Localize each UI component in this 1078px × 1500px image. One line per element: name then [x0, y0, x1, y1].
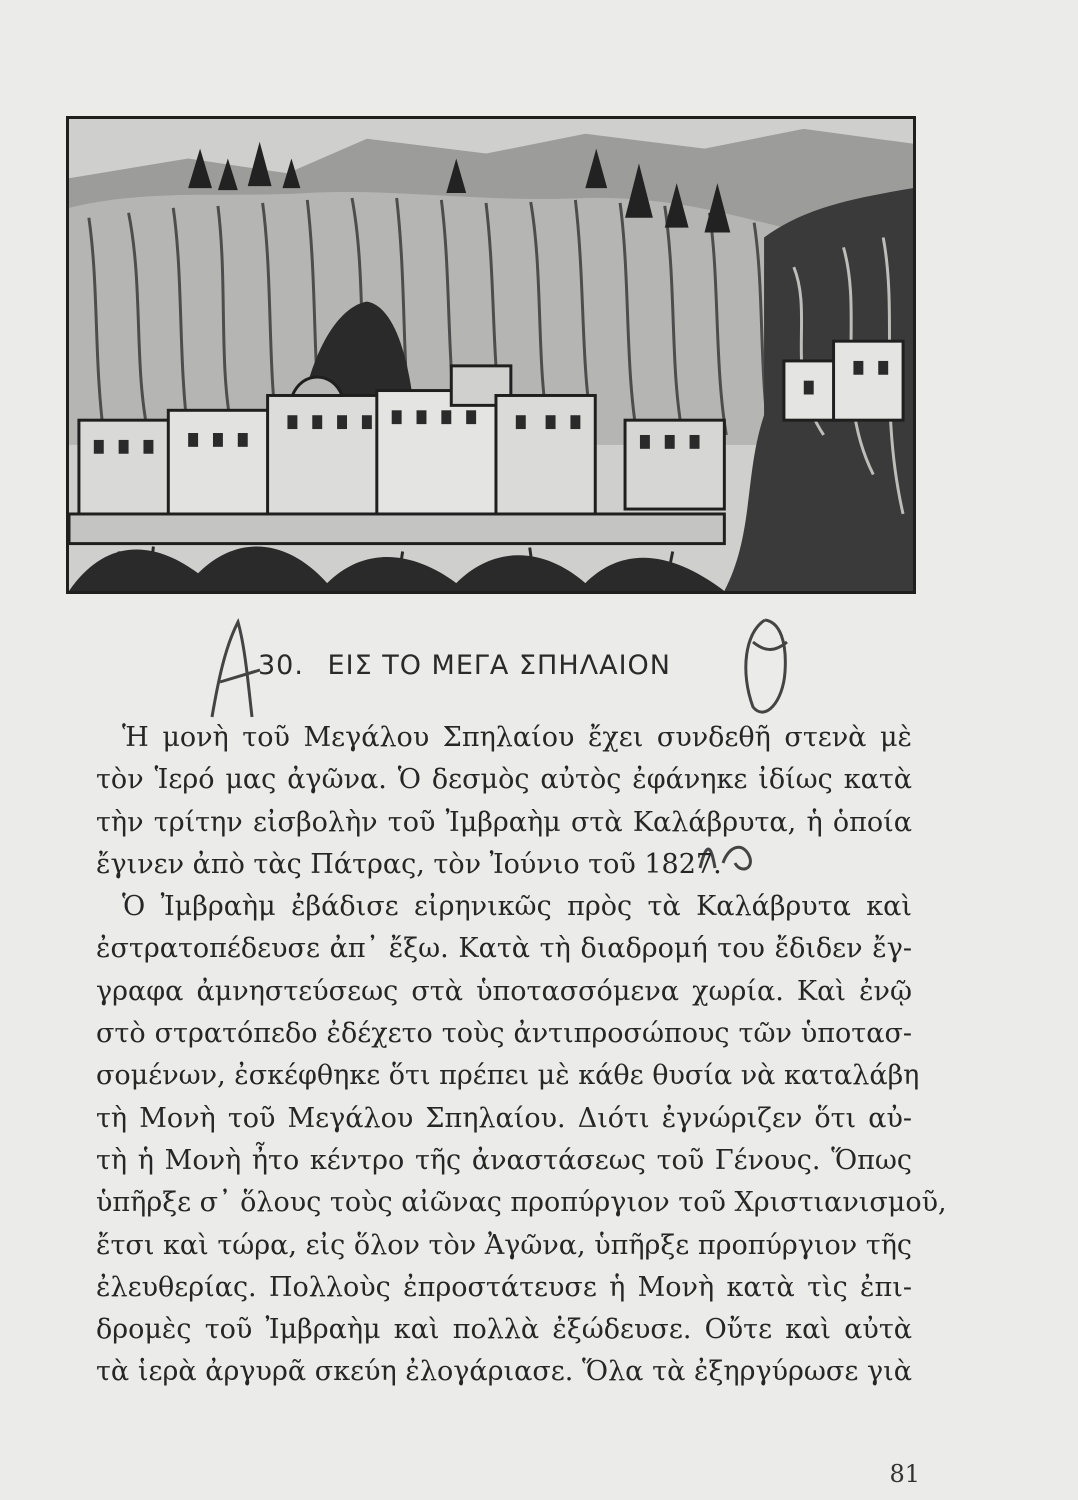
- text-line: ἔτσι καὶ τώρα, εἰς ὅλον τὸν Ἀγῶνα, ὑπῆρξε προπύργιον τῆς: [96, 1229, 912, 1261]
- text-line: ὑπῆρξε σ᾿ ὅλους τοὺς αἰῶνας προπύργιον τοῦ Χριστιανισμοῦ,: [96, 1187, 947, 1219]
- chapter-heading: [258, 650, 671, 681]
- text-line: τὴν τρίτην εἰσβολὴν τοῦ Ἰμβραὴμ στὰ Καλάβρυτα, ἡ ὁποία: [96, 806, 912, 838]
- text-line: ἐστρατοπέδευσε ἀπ᾿ ἔξω. Κατὰ τὴ διαδρομή του ἔδιδεν ἔγ-: [96, 933, 912, 965]
- text-line: Ὁ Ἰμβραὴμ ἐβάδισε εἰρηνικῶς πρὸς τὰ Καλάβρυτα καὶ: [122, 891, 912, 923]
- monastery-drawing: [69, 119, 913, 591]
- text-line: τὴ Μονὴ τοῦ Μεγάλου Σπηλαίου. Διότι ἐγνώριζεν ὅτι αὐ-: [96, 1102, 912, 1134]
- text-line: γραφα ἀμνηστεύσεως στὰ ὑποτασσόμενα χωρία. Καὶ ἐνῷ: [96, 975, 912, 1007]
- chapter-title: ΕΙΣ ΤΟ ΜΕΓΑ ΣΠΗΛΑΙΟΝ: [327, 650, 672, 681]
- text-line: σομένων, ἐσκέφθηκε ὅτι πρέπει μὲ κάθε θυσία νὰ καταλάβη: [96, 1060, 920, 1092]
- text-line: τὴ ἡ Μονὴ ἦτο κέντρο τῆς ἀναστάσεως τοῦ Γένους. Ὅπως: [96, 1144, 912, 1176]
- text-line: ἔγινεν ἀπὸ τὰς Πάτρας, τὸν Ἰούνιο τοῦ 1827.: [96, 848, 722, 880]
- chapter-number: 30.: [258, 650, 304, 681]
- page-number: 81: [889, 1460, 920, 1488]
- text-line: δρομὲς τοῦ Ἰμβραὴμ καὶ πολλὰ ἐξώδευσε. Οὔτε καὶ αὐτὰ: [96, 1314, 912, 1346]
- text-line: στὸ στρατόπεδο ἐδέχετο τοὺς ἀντιπροσώπους τῶν ὑποτασ-: [96, 1018, 912, 1050]
- pencil-mark-circle: [735, 612, 795, 722]
- body-text: [96, 717, 947, 1394]
- text-line: τὰ ἱερὰ ἀργυρᾶ σκεύη ἐλογάριασε. Ὅλα τὰ ἐξηργύρωσε γιὰ: [96, 1356, 912, 1388]
- monastery-illustration: [66, 116, 916, 594]
- text-line: Ἡ μονὴ τοῦ Μεγάλου Σπηλαίου ἔχει συνδεθῆ στενὰ μὲ: [122, 722, 912, 753]
- text-line: ἐλευθερίας. Πολλοὺς ἐπροστάτευσε ἡ Μονὴ κατὰ τὶς ἐπι-: [96, 1271, 912, 1303]
- text-line: τὸν Ἱερό μας ἀγῶνα. Ὁ δεσμὸς αὐτὸς ἐφάνηκε ἰδίως κατὰ: [96, 764, 912, 796]
